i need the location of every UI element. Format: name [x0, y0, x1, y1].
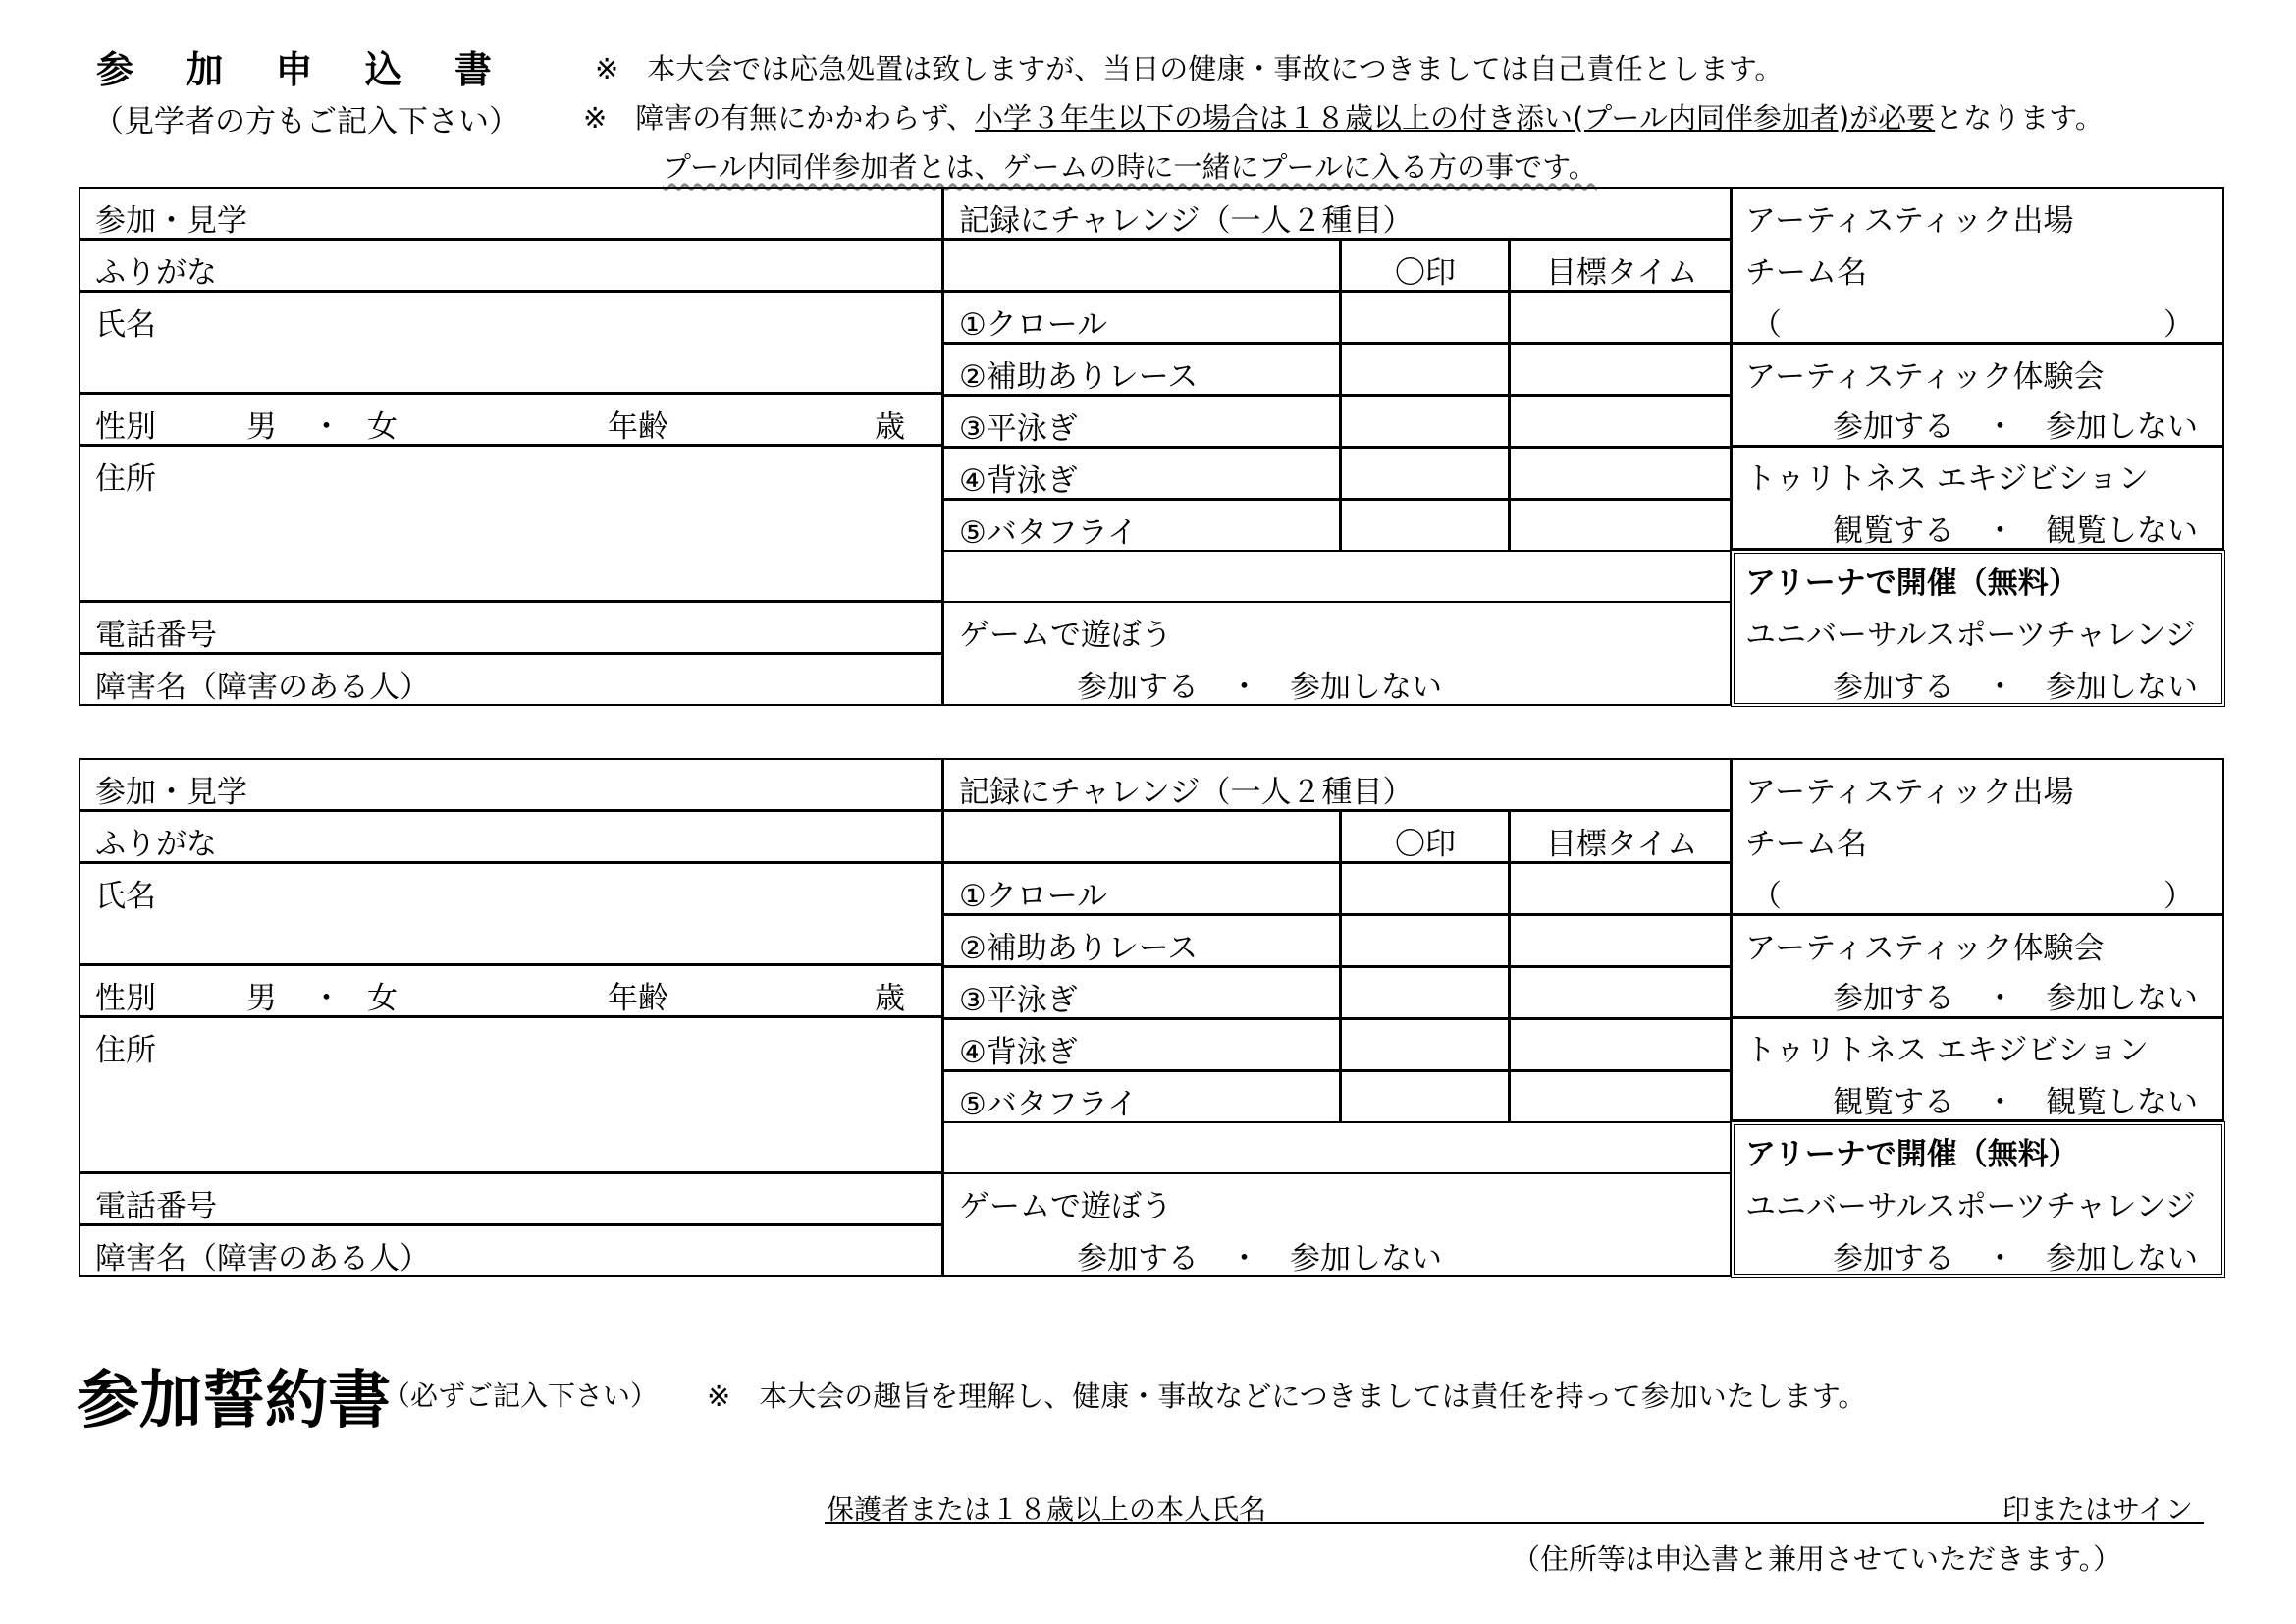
event-target-time-cell[interactable] [1509, 1070, 1732, 1123]
event-target-time-cell[interactable] [1509, 914, 1732, 967]
note-attendant-required [583, 96, 2104, 136]
artistic-exp-label: アーティスティック体験会 [1745, 931, 2105, 966]
mark-col-label: 〇印 [1395, 827, 1456, 862]
event-target-time-cell[interactable] [1509, 966, 1732, 1019]
truliness-options[interactable]: 観覧する ・ 観覧しない [1833, 514, 2198, 549]
game-label: ゲームで遊ぼう [959, 1189, 1172, 1224]
gender-separator: ・ [311, 409, 342, 445]
seal-label: 印またはサイン [2002, 1493, 2194, 1526]
event-label: ③平泳ぎ [959, 411, 1078, 447]
arena-label: アリーナで開催（無料） [1745, 566, 2079, 601]
age-label: 年齢 [608, 409, 668, 445]
pledge-note: ※ 本大会の趣旨を理解し、健康・事故などにつきましては責任を持って参加いたします。 [707, 1380, 1867, 1413]
artistic-label: アーティスティック出場 [1745, 775, 2074, 810]
event-mark-cell[interactable] [1340, 1018, 1510, 1071]
artistic-label: アーティスティック出場 [1745, 203, 2074, 239]
address-field[interactable] [79, 445, 943, 602]
truliness-label: トゥリトネス エキジビション [1745, 461, 2149, 497]
participation-label: 参加・見学 [95, 203, 247, 239]
event-label: ⑤バタフライ [959, 515, 1138, 551]
gender-female-option[interactable]: 女 [367, 409, 398, 445]
truliness-options[interactable]: 観覧する ・ 観覧しない [1833, 1085, 2198, 1120]
phone-label: 電話番号 [95, 1189, 217, 1224]
application-form-1 [80, 188, 2225, 707]
event-mark-cell[interactable] [1340, 395, 1510, 448]
event-mark-cell[interactable] [1340, 862, 1510, 915]
disability-label: 障害名（障害のある人） [95, 1241, 430, 1276]
team-paren-open: （ [1751, 879, 1782, 914]
disability-label: 障害名（障害のある人） [95, 670, 430, 705]
mark-col-label: 〇印 [1395, 255, 1456, 291]
team-name-label: チーム名 [1745, 827, 1867, 862]
address-label: 住所 [95, 1033, 156, 1068]
form-subtitle: （見学者の方もご記入下さい） [93, 104, 519, 139]
blank-spacer-cell [942, 1121, 1732, 1174]
gender-age-row[interactable] [79, 964, 943, 1017]
truliness-label: トゥリトネス エキジビション [1745, 1033, 2149, 1068]
gender-female-option[interactable]: 女 [367, 981, 398, 1016]
furigana-label: ふりがな [95, 255, 217, 291]
event-target-time-cell[interactable] [1509, 862, 1732, 915]
universal-options[interactable]: 参加する ・ 参加しない [1833, 670, 2198, 705]
team-name-label: チーム名 [1745, 255, 1867, 291]
furigana-label: ふりがな [95, 827, 217, 862]
name-label: 氏名 [95, 879, 156, 914]
team-paren-close: ） [2163, 307, 2194, 343]
gender-male-option[interactable]: 男 [246, 981, 277, 1016]
event-mark-cell[interactable] [1340, 966, 1510, 1019]
note-attendant-prefix: ※ 障害の有無にかかわらず、 [583, 101, 975, 135]
game-label: ゲームで遊ぼう [959, 618, 1172, 653]
blank-spacer-cell [942, 550, 1732, 603]
universal-label: ユニバーサルスポーツチャレンジ [1745, 618, 2196, 653]
artistic-exp-options[interactable]: 参加する ・ 参加しない [1833, 409, 2198, 445]
gender-age-row[interactable] [79, 393, 943, 446]
event-mark-cell[interactable] [1340, 1070, 1510, 1123]
signature-line[interactable] [825, 1522, 2204, 1524]
game-options[interactable]: 参加する ・ 参加しない [1077, 670, 1442, 705]
arena-label: アリーナで開催（無料） [1745, 1137, 2079, 1172]
event-mark-cell[interactable] [1340, 343, 1510, 396]
gender-label: 性別 [95, 981, 156, 1016]
age-label: 年齢 [608, 981, 668, 1016]
event-label: ⑤バタフライ [959, 1087, 1138, 1122]
event-mark-cell[interactable] [1340, 499, 1510, 552]
event-mark-cell[interactable] [1340, 447, 1510, 500]
event-mark-cell[interactable] [1340, 914, 1510, 967]
age-unit: 歳 [875, 981, 905, 1016]
address-field[interactable] [79, 1016, 943, 1173]
event-target-time-cell[interactable] [1509, 499, 1732, 552]
event-label: ④背泳ぎ [959, 1035, 1078, 1070]
artistic-exp-label: アーティスティック体験会 [1745, 359, 2105, 395]
event-target-time-cell[interactable] [1509, 343, 1732, 396]
event-col-header [942, 810, 1341, 863]
name-label: 氏名 [95, 307, 156, 343]
event-label: ②補助ありレース [959, 359, 1199, 395]
target-col-label: 目標タイム [1546, 255, 1698, 291]
universal-options[interactable]: 参加する ・ 参加しない [1833, 1241, 2198, 1276]
name-field[interactable] [79, 862, 943, 965]
challenge-header: 記録にチャレンジ（一人２種目） [959, 775, 1414, 810]
target-col-label: 目標タイム [1546, 827, 1698, 862]
artistic-exp-options[interactable]: 参加する ・ 参加しない [1833, 981, 2198, 1016]
note-attendant-definition: プール内同伴参加者とは、ゲームの時に一緒にプールに入る方の事です。 [663, 150, 1597, 184]
pledge-title: 参加誓約書 [77, 1365, 391, 1437]
event-target-time-cell[interactable] [1509, 1018, 1732, 1071]
event-target-time-cell[interactable] [1509, 291, 1732, 344]
form-title: 参 加 申 込 書 [96, 48, 511, 91]
note-self-responsibility: ※ 本大会では応急処置は致しますが、当日の健康・事故につきましては自己責任とします。 [595, 52, 1784, 85]
note-attendant-underlined: 小学３年生以下の場合は１８歳以上の付き添い(プール内同伴参加者)が必要 [974, 101, 1936, 135]
event-label: ①クロール [959, 879, 1108, 914]
universal-label: ユニバーサルスポーツチャレンジ [1745, 1189, 2196, 1224]
event-target-time-cell[interactable] [1509, 447, 1732, 500]
event-mark-cell[interactable] [1340, 291, 1510, 344]
team-paren-close: ） [2163, 879, 2194, 914]
gender-male-option[interactable]: 男 [246, 409, 277, 445]
event-col-header [942, 239, 1341, 292]
event-label: ④背泳ぎ [959, 463, 1078, 499]
event-label: ②補助ありレース [959, 931, 1199, 966]
event-label: ①クロール [959, 307, 1108, 343]
signature-label: 保護者または１８歳以上の本人氏名 [827, 1493, 1267, 1526]
gender-label: 性別 [95, 409, 156, 445]
challenge-header: 記録にチャレンジ（一人２種目） [959, 203, 1414, 239]
event-target-time-cell[interactable] [1509, 395, 1732, 448]
name-field[interactable] [79, 291, 943, 394]
team-paren-open: （ [1751, 307, 1782, 343]
address-shared-note: （住所等は申込書と兼用させていただきます。） [1512, 1543, 2122, 1576]
event-label: ③平泳ぎ [959, 983, 1078, 1018]
gender-separator: ・ [311, 981, 342, 1016]
note-attendant-suffix: となります。 [1935, 101, 2104, 135]
game-options[interactable]: 参加する ・ 参加しない [1077, 1241, 1442, 1276]
age-unit: 歳 [875, 409, 905, 445]
participation-label: 参加・見学 [95, 775, 247, 810]
address-label: 住所 [95, 461, 156, 497]
phone-label: 電話番号 [95, 618, 217, 653]
application-form-2 [80, 759, 2225, 1278]
pledge-subtitle: （必ずご記入下さい） [383, 1380, 659, 1412]
